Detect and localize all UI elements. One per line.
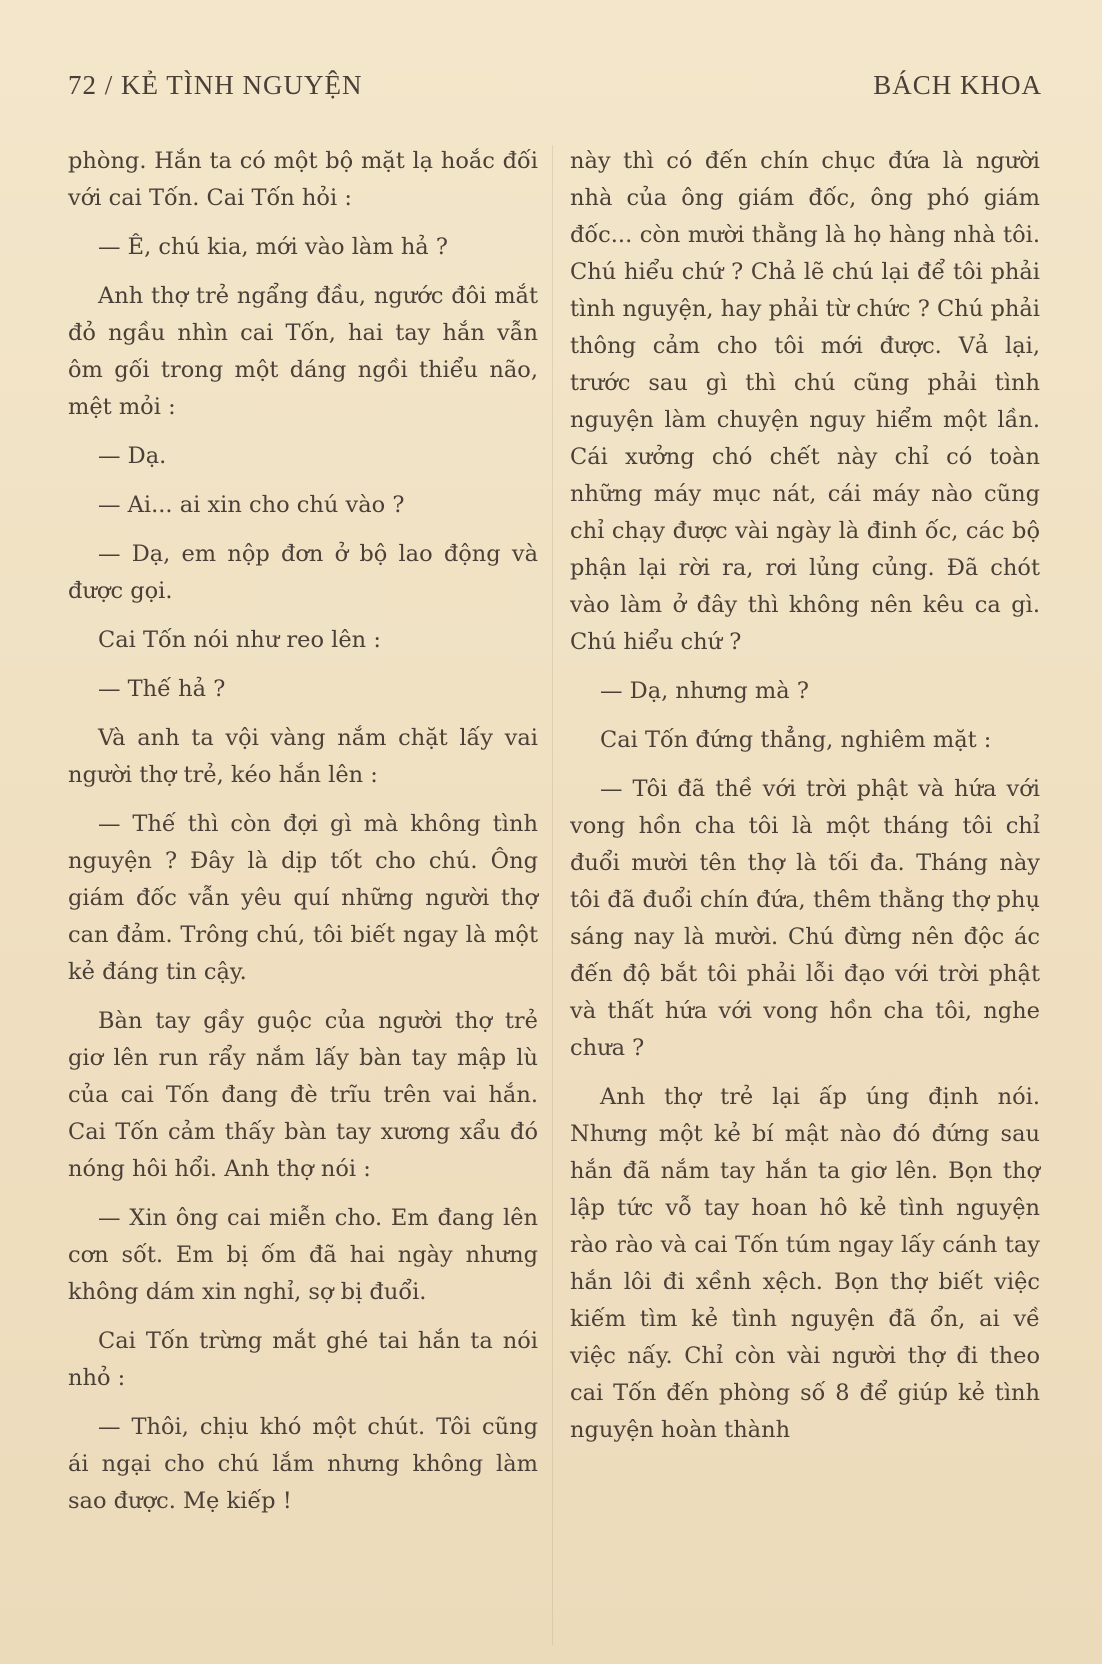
dialogue-line: — Ai... ai xin cho chú vào ?: [98, 492, 405, 518]
paragraph: Anh thợ trẻ lại ấp úng định nói. Nhưng một kẻ bí mật nào đó đứng sau hắn đã nắm tay hắn ta giơ lên. Bọn thợ lập tức vỗ tay hoan hô kẻ tình nguyện rào rào và cai Tốn túm ngay lấy cánh tay hắn lôi đi xềnh xệch. Bọn thợ biết việc kiếm tìm kẻ tình nguyện đã ổn, ai về việc nấy. Chỉ còn vài người thợ đi theo cai Tốn đến phòng số 8 để giúp kẻ tình nguyện hoàn thành: [570, 1084, 1040, 1443]
page-number-and-title: 72 / KẺ TÌNH NGUYỆN: [68, 70, 363, 100]
dialogue-line: — Dạ.: [98, 443, 167, 469]
paragraph: Và anh ta vội vàng nắm chặt lấy vai người thợ trẻ, kéo hắn lên :: [68, 725, 538, 788]
dialogue-line: — Xin ông cai miễn cho. Em đang lên cơn sốt. Em bị ốm đã hai ngày nhưng không dám xin nghỉ, sợ bị đuổi.: [68, 1205, 538, 1305]
dialogue-line: — Thôi, chịu khó một chút. Tôi cũng ái ngại cho chú lắm nhưng không làm sao được. Mẹ kiếp !: [68, 1414, 538, 1514]
column-gutter: [552, 145, 553, 1645]
paragraph: Anh thợ trẻ ngẩng đầu, ngước đôi mắt đỏ ngầu nhìn cai Tốn, hai tay hắn vẫn ôm gối trong một dáng ngồi thiểu não, mệt mỏi :: [68, 283, 538, 420]
page-header: [68, 70, 1042, 114]
left-column: [68, 143, 538, 1532]
dialogue-line: — Thế hả ?: [98, 676, 226, 702]
paragraph: Cai Tốn trừng mắt ghé tai hắn ta nói nhỏ :: [68, 1328, 538, 1391]
paragraph: Cai Tốn nói như reo lên :: [98, 627, 381, 653]
dialogue-line: — Thế thì còn đợi gì mà không tình nguyện ? Đây là dịp tốt cho chú. Ông giám đốc vẫn yêu quí những người thợ can đảm. Trông chú, tôi biết ngay là một kẻ đáng tin cậy.: [68, 811, 538, 985]
dialogue-line: — Dạ, nhưng mà ?: [600, 678, 809, 704]
paragraph: Cai Tốn đứng thẳng, nghiêm mặt :: [600, 727, 992, 753]
paragraph: này thì có đến chín chục đứa là người nhà của ông giám đốc, ông phó giám đốc... còn mười thằng là họ hàng nhà tôi. Chú hiểu chứ ? Chả lẽ chú lại để tôi phải tình nguyện, hay phải từ chức ? Chú phải thông cảm cho tôi mới được. Vả lại, trước sau gì thì chú cũng phải tình nguyện làm chuyện nguy hiểm một lần. Cái xưởng chó chết này chỉ có toàn những máy mục nát, cái máy nào cũng chỉ chạy được vài ngày là đinh ốc, các bộ phận lại rời ra, rơi lủng củng. Đã chót vào làm ở đây thì không nên kêu ca gì. Chú hiểu chứ ?: [570, 148, 1040, 655]
dialogue-line: — Ê, chú kia, mới vào làm hả ?: [98, 234, 448, 260]
dialogue-line: — Tôi đã thề với trời phật và hứa với vong hồn cha tôi là một tháng tôi chỉ đuổi mười tên thợ là tối đa. Tháng này tôi đã đuổi chín đứa, thêm thằng thợ phụ sáng nay là mười. Chú đừng nên độc ác đến độ bắt tôi phải lỗi đạo với trời phật và thất hứa với vong hồn cha tôi, nghe chưa ?: [570, 776, 1040, 1061]
dialogue-line: — Dạ, em nộp đơn ở bộ lao động và được gọi.: [68, 541, 538, 604]
right-column: [570, 143, 1040, 1461]
paragraph: phòng. Hắn ta có một bộ mặt lạ hoắc đối với cai Tốn. Cai Tốn hỏi :: [68, 148, 538, 211]
paragraph: Bàn tay gầy guộc của người thợ trẻ giơ lên run rẩy nắm lấy bàn tay mập lù của cai Tốn đang đè trĩu trên vai hắn. Cai Tốn cảm thấy bàn tay xương xẩu đó nóng hôi hổi. Anh thợ nói :: [68, 1008, 538, 1182]
magazine-name: BÁCH KHOA: [873, 70, 1042, 100]
